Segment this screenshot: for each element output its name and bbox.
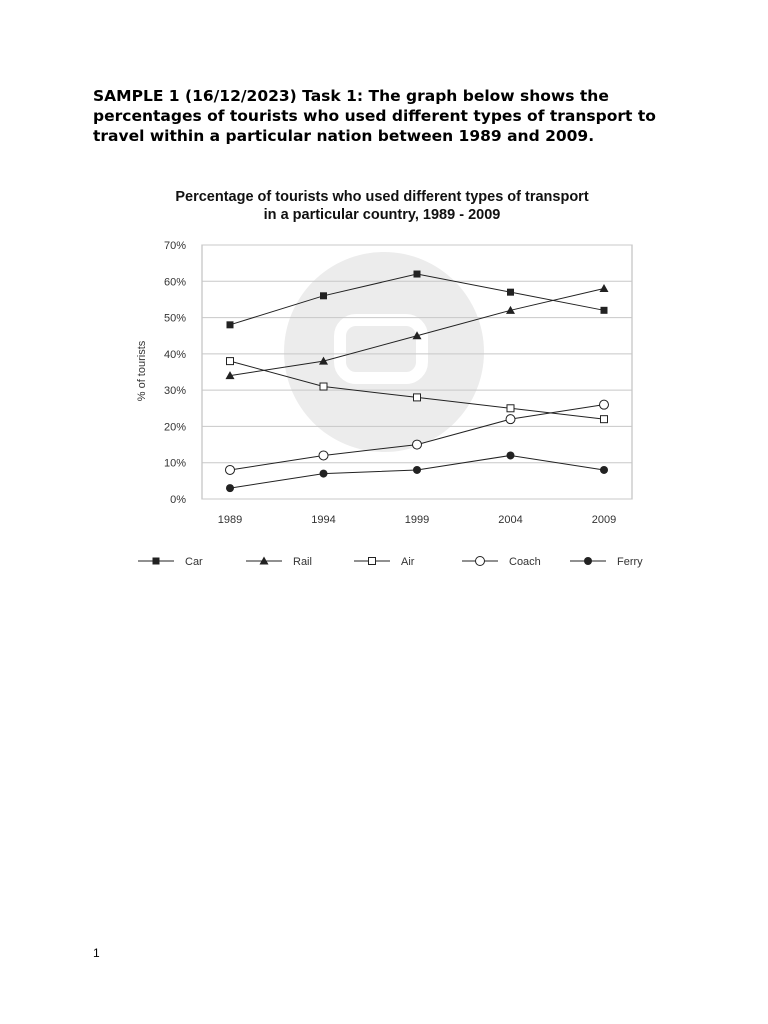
legend-marker-car bbox=[153, 558, 160, 565]
data-point-coach bbox=[600, 400, 609, 409]
chart-canvas bbox=[112, 172, 660, 592]
legend-item-coach bbox=[462, 556, 541, 568]
task-heading: SAMPLE 1 (16/12/2023) Task 1: The graph below shows the percentages of tourists who used different types of transport to travel within a particular nation between 1989 and 2009. bbox=[93, 87, 656, 145]
data-point-air bbox=[507, 405, 514, 412]
data-point-rail bbox=[600, 284, 609, 292]
y-tick-label: 40% bbox=[163, 348, 186, 361]
legend-item-air bbox=[354, 556, 415, 568]
x-tick-label: 1994 bbox=[311, 514, 336, 526]
data-point-ferry bbox=[507, 451, 515, 459]
x-tick-label: 1989 bbox=[217, 514, 243, 526]
legend-marker-ferry bbox=[584, 557, 592, 565]
y-tick-label: 20% bbox=[163, 421, 186, 434]
data-point-air bbox=[320, 383, 327, 390]
data-point-air bbox=[601, 416, 608, 423]
data-point-car bbox=[601, 307, 608, 314]
x-tick-label: 2004 bbox=[498, 514, 523, 526]
y-tick-label: 30% bbox=[163, 385, 186, 398]
data-point-air bbox=[227, 358, 234, 365]
legend-label-rail: Rail bbox=[293, 556, 312, 568]
data-point-coach bbox=[226, 465, 235, 474]
legend-marker-air bbox=[369, 558, 376, 565]
data-point-ferry bbox=[413, 466, 421, 474]
data-point-coach bbox=[506, 415, 515, 424]
data-point-coach bbox=[413, 440, 422, 449]
line-chart bbox=[112, 172, 660, 592]
legend-item-rail bbox=[246, 556, 312, 568]
data-point-ferry bbox=[600, 466, 608, 474]
y-axis-label: % of tourists bbox=[136, 340, 148, 402]
data-point-car bbox=[227, 321, 234, 328]
chart-title-line-2: in a particular country, 1989 - 2009 bbox=[263, 207, 501, 223]
legend-label-car: Car bbox=[185, 556, 203, 568]
data-point-ferry bbox=[320, 470, 328, 478]
legend-label-ferry: Ferry bbox=[617, 556, 643, 568]
data-point-car bbox=[320, 292, 327, 299]
legend-label-air: Air bbox=[401, 556, 415, 568]
chart-title-line-1: Percentage of tourists who used different types of transport bbox=[175, 189, 589, 205]
data-point-coach bbox=[319, 451, 328, 460]
y-tick-label: 10% bbox=[163, 457, 186, 470]
data-point-air bbox=[414, 394, 421, 401]
legend-item-car bbox=[138, 556, 203, 568]
legend-label-coach: Coach bbox=[509, 556, 541, 568]
y-tick-label: 60% bbox=[163, 276, 186, 289]
y-tick-label: 0% bbox=[170, 494, 186, 506]
legend-item-ferry bbox=[570, 556, 643, 568]
data-point-car bbox=[414, 271, 421, 278]
y-tick-label: 50% bbox=[163, 312, 186, 325]
page-number: 1 bbox=[93, 946, 100, 960]
y-tick-label: 70% bbox=[163, 240, 186, 252]
data-point-ferry bbox=[226, 484, 234, 492]
legend-marker-coach bbox=[476, 557, 485, 566]
x-tick-label: 1999 bbox=[404, 514, 430, 526]
series-ferry bbox=[226, 451, 608, 492]
x-tick-label: 2009 bbox=[591, 514, 617, 526]
data-point-car bbox=[507, 289, 514, 296]
